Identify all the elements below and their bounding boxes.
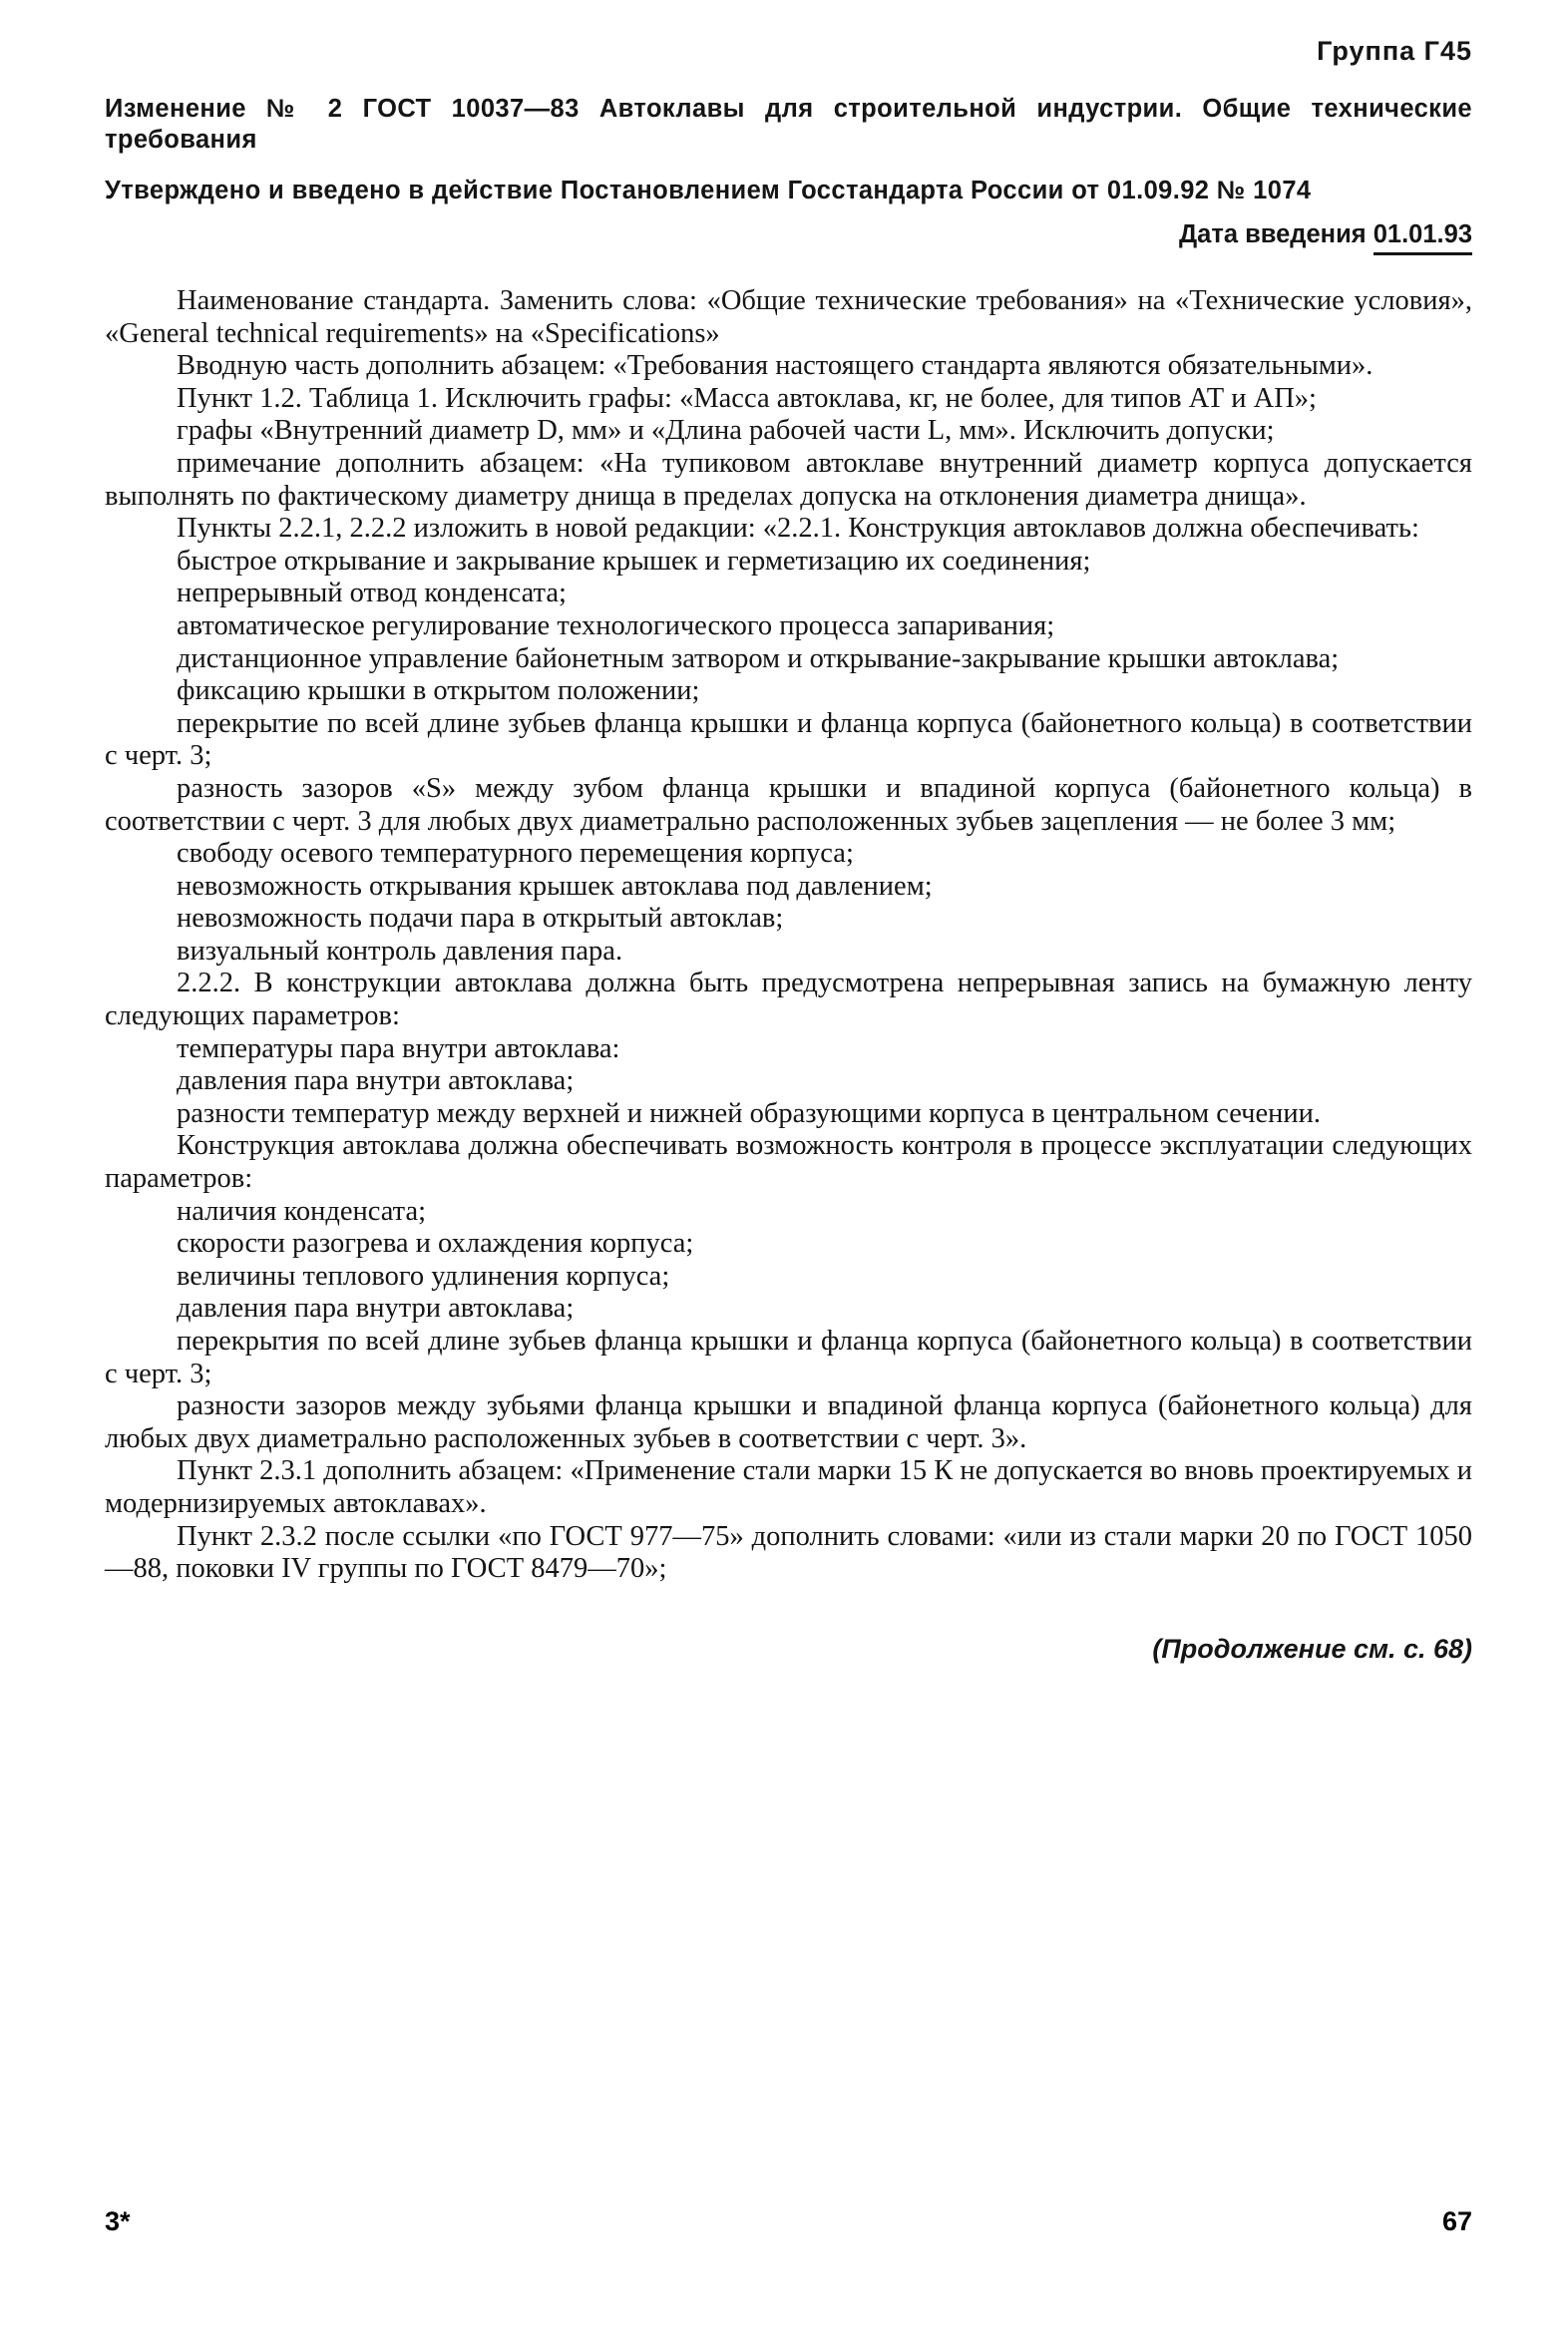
paragraph: разность зазоров «S» между зубом фланца крышки и впадиной корпуса (байонетного кольца) в соответствии с черт. 3 для любых двух диаметрально расположенных зубьев зацепления — не более 3 мм;: [105, 772, 1472, 837]
effective-date: [105, 218, 1472, 255]
paragraph: свободу осевого температурного перемещения корпуса;: [177, 838, 854, 870]
paragraph: дистанционное управление байонетным затвором и открывание-закрывание крышки автоклава;: [177, 642, 1340, 674]
paragraph: перекрытие по всей длине зубьев фланца крышки и фланца корпуса (байонетного кольца) в соответствии с черт. 3;: [105, 707, 1472, 772]
paragraph: Пункты 2.2.1, 2.2.2 изложить в новой редакции: «2.2.1. Конструкция автоклавов должна обеспечивать:: [177, 513, 1419, 545]
paragraph: невозможность открывания крышек автоклава под давлением;: [177, 870, 933, 902]
paragraph: Вводную часть дополнить абзацем: «Требования настоящего стандарта являются обязательными».: [177, 350, 1373, 382]
paragraph: давления пара внутри автоклава;: [177, 1065, 575, 1097]
paragraph: разности зазоров между зубьями фланца крышки и впадиной фланца корпуса (байонетного кольца) для любых двух диаметрально расположенных зубьев в соответствии с черт. 3».: [105, 1390, 1472, 1454]
paragraph: величины теплового удлинения корпуса;: [177, 1260, 670, 1292]
paragraph: непрерывный отвод конденсата;: [177, 578, 567, 609]
paragraph: фиксацию крышки в открытом положении;: [177, 675, 700, 707]
signature-mark: 3*: [105, 2206, 131, 2236]
paragraph: Конструкция автоклава должна обеспечивать возможность контроля в процессе эксплуатации следующих параметров:: [105, 1130, 1472, 1195]
paragraph: невозможность подачи пара в открытый автоклав;: [177, 903, 784, 935]
amendment-title: Изменение № 2 ГОСТ 10037—83 Автоклавы для строительной индустрии. Общие технические требования: [105, 95, 1472, 154]
paragraph: визуальный контроль давления пара.: [177, 935, 623, 967]
paragraph: наличия конденсата;: [177, 1195, 427, 1227]
continued-note: (Продолжение см. с. 68): [1152, 1633, 1472, 1664]
paragraph: быстрое открывание и закрывание крышек и герметизацию их соединения;: [177, 545, 1091, 577]
paragraph: температуры пара внутри автоклава:: [177, 1032, 620, 1064]
effective-date-value: 01.01.93: [1373, 218, 1472, 255]
paragraph: давления пара внутри автоклава;: [177, 1293, 575, 1325]
paragraph: разности температур между верхней и нижней образующими корпуса в центральном сечении.: [177, 1097, 1322, 1129]
paragraph: автоматическое регулирование технологического процесса запаривания;: [177, 609, 1055, 641]
effective-date-label: Дата введения: [1179, 220, 1367, 248]
page-footer: [105, 2206, 1472, 2237]
paragraph: скорости разогрева и охлаждения корпуса;: [177, 1228, 694, 1260]
paragraph: Пункт 1.2. Таблица 1. Исключить графы: «Масса автоклава, кг, не более, для типов АТ и АП»;: [177, 382, 1317, 414]
paragraph: Пункт 2.3.1 дополнить абзацем: «Применение стали марки 15 К не допускается во вновь проектируемых и модернизируемых автоклавах».: [105, 1455, 1472, 1519]
body-text: [105, 285, 1472, 1586]
paragraph: 2.2.2. В конструкции автоклава должна быть предусмотрена непрерывная запись на бумажную ленту следующих параметров:: [105, 968, 1472, 1032]
approval-statement: Утверждено и введено в действие Постановлением Госстандарта России от 01.09.92 № 1074: [105, 177, 1312, 204]
paragraph: перекрытия по всей длине зубьев фланца крышки и фланца корпуса (байонетного кольца) в соответствии с черт. 3;: [105, 1326, 1472, 1389]
paragraph: примечание дополнить абзацем: «На тупиковом автоклаве внутренний диаметр корпуса допускается выполнять по фактическому диаметру днища в пределах допуска на отклонения диаметра днища».: [105, 447, 1472, 512]
paragraph: Пункт 2.3.2 после ссылки «по ГОСТ 977—75» дополнить словами: «или из стали марки 20 по ГОСТ 1050—88, поковки IV группы по ГОСТ 8479—70»;: [105, 1520, 1472, 1585]
paragraph: графы «Внутренний диаметр D, мм» и «Длина рабочей части L, мм». Исключить допуски;: [177, 415, 1275, 447]
group-code: Группа Г45: [1317, 36, 1472, 66]
paragraph: Наименование стандарта. Заменить слова: «Общие технические требования» на «Технические условия», «General technical requirements» на «Specifications»: [105, 285, 1472, 349]
page-number: 67: [1441, 2206, 1472, 2236]
